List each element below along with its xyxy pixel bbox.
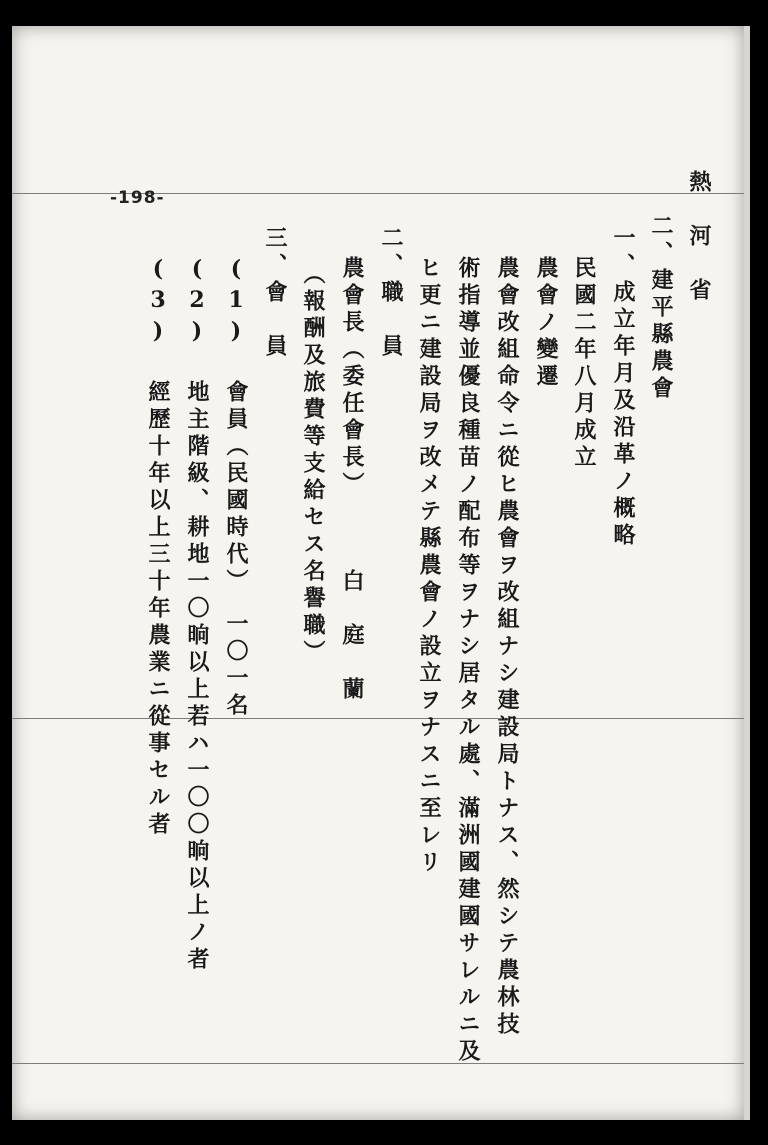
text-line: 農會改組命令ニ從ヒ農會ヲ改組ナシ建設局トナス、然シテ農林技 <box>494 256 520 1039</box>
section-heading: 二、建平縣農會 <box>648 214 674 403</box>
list-item: (1) 會員（民國時代） 一〇一名 <box>223 256 249 720</box>
fold-line <box>12 718 744 719</box>
section-heading: 二、職 員 <box>378 226 404 361</box>
text-line: 民國二年八月成立 <box>571 256 597 472</box>
province-heading: 熱 河 省 <box>686 170 712 305</box>
page-edge <box>744 26 750 1120</box>
text-line: ヒ更ニ建設局ヲ改メテ縣農會ノ設立ヲナスニ至レリ <box>416 256 442 877</box>
list-item: (3) 經歷十年以上三十年農業ニ從事セル者 <box>145 256 171 839</box>
subsection-heading: 一、成立年月及沿革ノ概略 <box>610 226 636 550</box>
text-line: 農會長（委任會長） 白 庭 蘭 <box>339 256 365 704</box>
list-item: (2) 地主階級、耕地一〇晌以上若ハ一〇〇晌以上ノ者 <box>184 256 210 974</box>
text-line: 術指導並優良種苗ノ配布等ヲナシ居タル處、滿洲國建國サレルニ及 <box>455 256 481 1066</box>
page-number: -198- <box>110 188 165 208</box>
text-line: 農會ノ變遷 <box>533 256 559 391</box>
fold-line <box>12 1063 744 1064</box>
text-line: （報酬及旅費等支給セス名譽職） <box>300 262 326 667</box>
section-heading: 三、會 員 <box>262 226 288 361</box>
